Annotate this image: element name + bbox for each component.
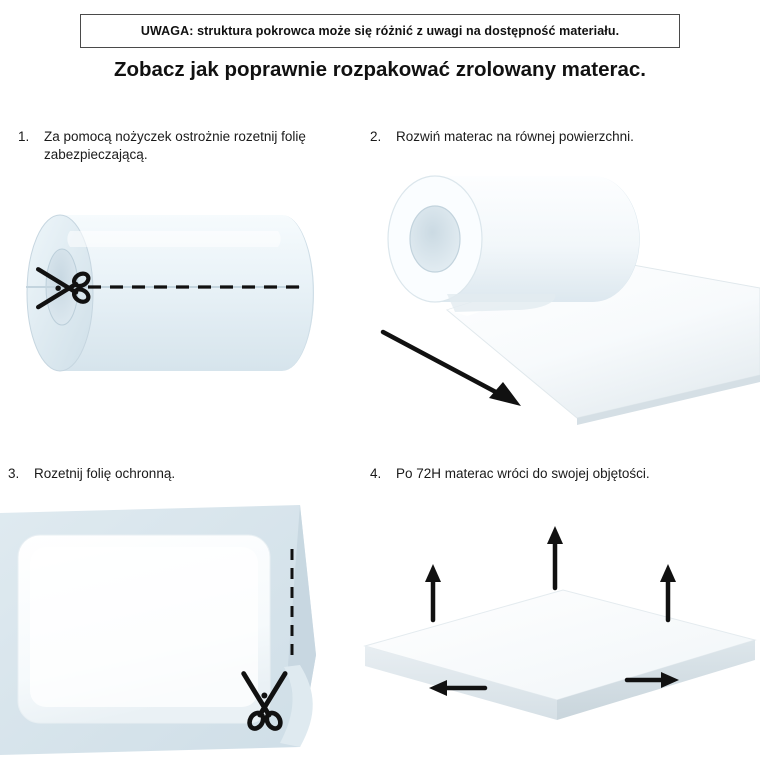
illustration-step-2 (355, 160, 760, 435)
step-number-2: 2. (370, 129, 382, 144)
step-number-1: 1. (18, 129, 30, 144)
notice-banner (80, 14, 680, 48)
step-number-3: 3. (8, 466, 20, 481)
illustration-step-3 (0, 505, 345, 755)
step-number-4: 4. (370, 466, 382, 481)
step-caption-3 (8, 465, 328, 483)
illustration-step-1 (0, 175, 340, 405)
step-caption-1 (18, 128, 318, 164)
step-text-3: Rozetnij folię ochronną. (34, 466, 176, 481)
mattress-roll (388, 176, 640, 312)
expanded-mattress (365, 590, 755, 720)
step-text-1: Za pomocą nożyczek ostrożnie rozetnij folię zabezpieczającą. (44, 129, 306, 163)
flat-mattress (18, 535, 270, 723)
step-text-4: Po 72H materac wróci do swojej objętości. (396, 466, 650, 481)
arrow-icon (547, 526, 563, 588)
page-title: Zobacz jak poprawnie rozpakować zrolowany materac. (113, 58, 647, 81)
step-caption-2 (370, 128, 700, 146)
arrow-icon (660, 564, 676, 620)
step-caption-4 (370, 465, 730, 483)
arrow-icon (425, 564, 441, 620)
illustration-step-4 (355, 520, 760, 755)
mattress-roll (27, 215, 314, 371)
notice-text: UWAGA: struktura pokrowca może się różnić z uwagi na dostępność materiału. (140, 24, 620, 38)
step-text-2: Rozwiń materac na równej powierzchni. (396, 129, 634, 144)
